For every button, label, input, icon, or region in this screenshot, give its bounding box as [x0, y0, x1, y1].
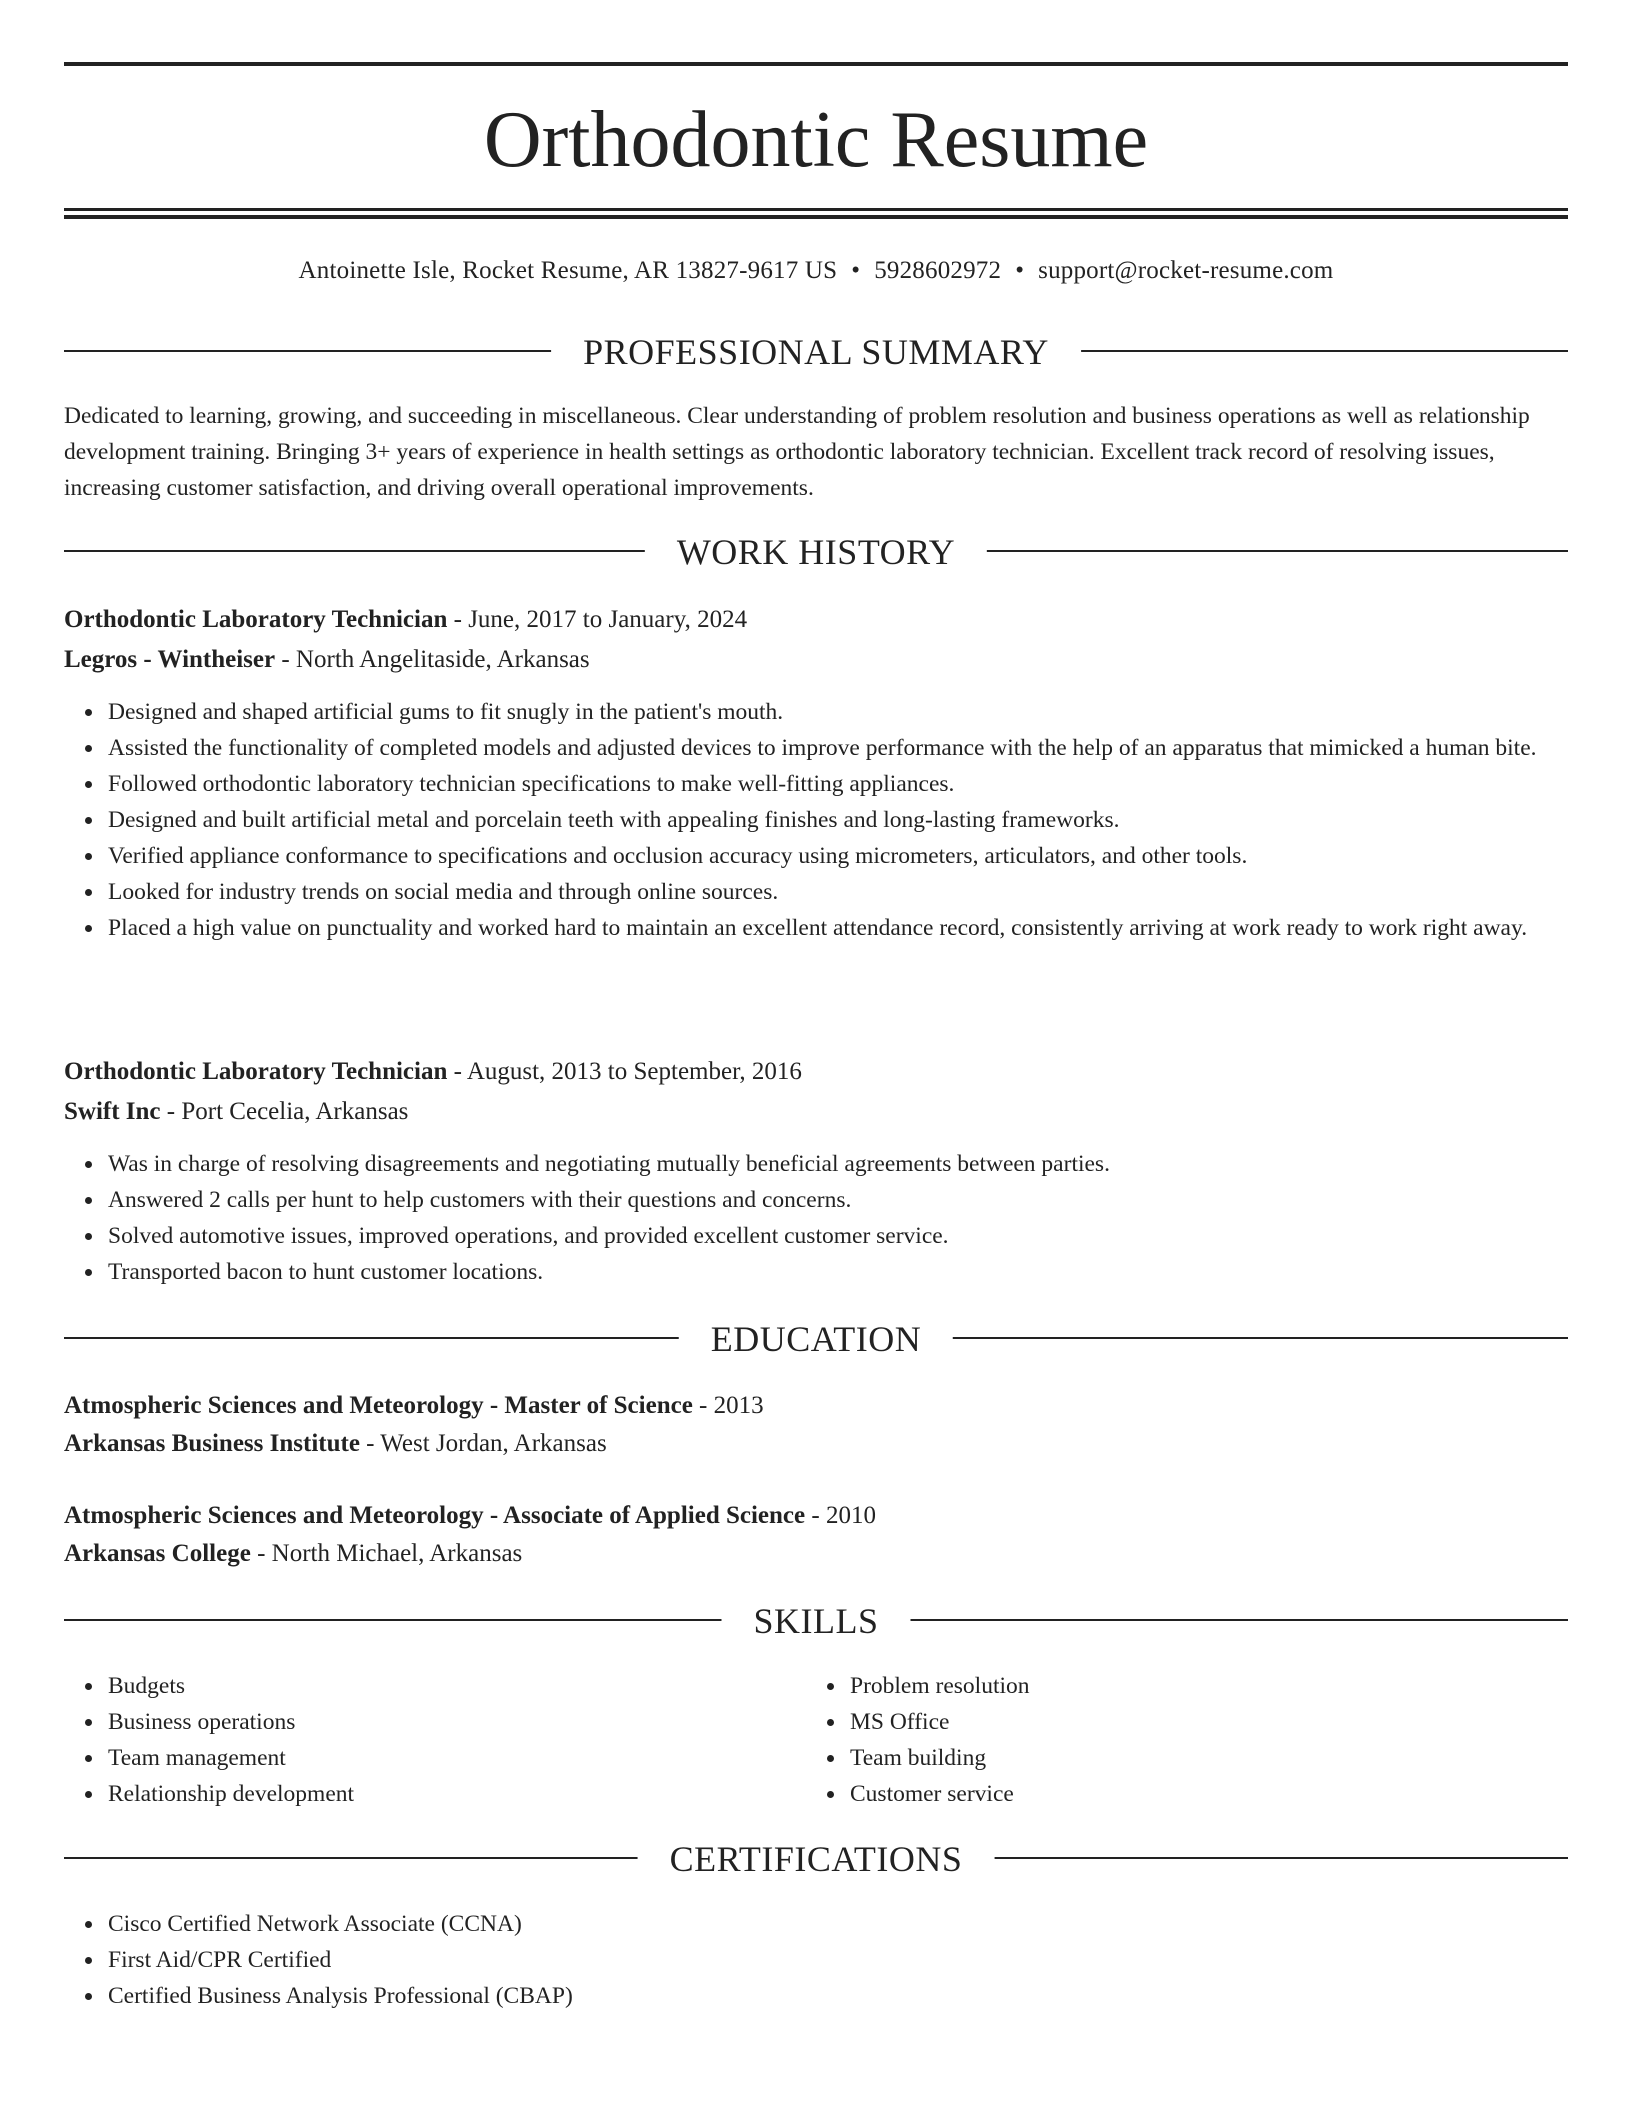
section-header-certifications [64, 1837, 1568, 1881]
list-item: Designed and built artificial metal and porcelain teeth with appealing finishes and long-lasting frameworks. [108, 802, 1568, 838]
education-degree: Atmospheric Sciences and Meteorology - Master of Science [64, 1392, 693, 1419]
education-year: - 2010 [805, 1502, 876, 1529]
job-location: - North Angelitaside, Arkansas [275, 646, 590, 673]
list-item: Budgets [108, 1668, 764, 1704]
skills-list-right [806, 1668, 1506, 1812]
list-item: Cisco Certified Network Associate (CCNA) [108, 1906, 1568, 1942]
list-item: Team building [850, 1740, 1506, 1776]
list-item: Customer service [850, 1776, 1506, 1812]
section-title-certifications: CERTIFICATIONS [638, 1837, 995, 1881]
certifications-list [64, 1906, 1568, 2014]
list-item: Looked for industry trends on social media and through online sources. [108, 874, 1568, 910]
contact-phone: 5928602972 [874, 257, 1002, 284]
job-company: Swift Inc [64, 1098, 161, 1125]
list-item: Assisted the functionality of completed models and adjusted devices to improve performance with the help of an apparatus that mimicked a human bite. [108, 730, 1568, 766]
job-bullets [64, 694, 1568, 946]
job-title-line [64, 1054, 1568, 1090]
section-header-education [64, 1317, 1568, 1361]
education-school: Arkansas College [64, 1540, 251, 1567]
list-item: Relationship development [108, 1776, 764, 1812]
contact-address: Antoinette Isle, Rocket Resume, AR 13827-9617 US [298, 257, 838, 284]
section-title-summary: PROFESSIONAL SUMMARY [551, 330, 1081, 374]
job-location: - Port Cecelia, Arkansas [160, 1098, 409, 1125]
list-item: Answered 2 calls per hunt to help customers with their questions and concerns. [108, 1182, 1568, 1218]
education-location: - North Michael, Arkansas [250, 1540, 523, 1567]
contact-line [64, 254, 1568, 288]
list-item: Was in charge of resolving disagreements and negotiating mutually beneficial agreements between parties. [108, 1146, 1568, 1182]
section-title-skills: SKILLS [721, 1599, 910, 1643]
list-item: Followed orthodontic laboratory technician specifications to make well-fitting appliances. [108, 766, 1568, 802]
resume-title: Orthodontic Resume [483, 96, 1149, 184]
list-item: Problem resolution [850, 1668, 1506, 1704]
list-item: Team management [108, 1740, 764, 1776]
education-degree-line [64, 1498, 1568, 1534]
education-school-line [64, 1536, 1568, 1572]
contact-separator: • [851, 257, 861, 284]
contact-email: support@rocket-resume.com [1038, 257, 1334, 284]
education-school: Arkansas Business Institute [64, 1430, 360, 1457]
job-bullets [64, 1146, 1568, 1290]
job-company: Legros - Wintheiser [64, 646, 276, 673]
list-item: Solved automotive issues, improved operations, and provided excellent customer service. [108, 1218, 1568, 1254]
list-item: Transported bacon to hunt customer locations. [108, 1254, 1568, 1290]
education-year: - 2013 [692, 1392, 764, 1419]
education-school-line [64, 1426, 1568, 1462]
list-item: Certified Business Analysis Professional (CBAP) [108, 1978, 1568, 2014]
list-item: Designed and shaped artificial gums to fit snugly in the patient's mouth. [108, 694, 1568, 730]
education-degree: Atmospheric Sciences and Meteorology - Associate of Applied Science [64, 1502, 806, 1529]
job-company-line [64, 1094, 1568, 1130]
job-title-line [64, 602, 1568, 638]
section-header-work [64, 530, 1568, 574]
education-location: - West Jordan, Arkansas [359, 1430, 607, 1457]
skills-list-left [64, 1668, 764, 1812]
title-double-rule [64, 208, 1568, 220]
section-header-skills [64, 1599, 1568, 1643]
job-title: Orthodontic Laboratory Technician [64, 1058, 448, 1085]
section-title-work: WORK HISTORY [645, 530, 987, 574]
education-degree-line [64, 1388, 1568, 1424]
job-title: Orthodontic Laboratory Technician [64, 606, 448, 633]
list-item: Placed a high value on punctuality and worked hard to maintain an excellent attendance record, consistently arriving at work ready to work right away. [108, 910, 1568, 946]
job-dates: - August, 2013 to September, 2016 [447, 1058, 802, 1085]
section-header-summary [64, 330, 1568, 374]
list-item: First Aid/CPR Certified [108, 1942, 1568, 1978]
list-item: Verified appliance conformance to specifications and occlusion accuracy using micrometers, articulators, and other tools. [108, 838, 1568, 874]
list-item: MS Office [850, 1704, 1506, 1740]
list-item: Business operations [108, 1704, 764, 1740]
top-rule [64, 62, 1568, 66]
job-dates: - June, 2017 to January, 2024 [447, 606, 748, 633]
job-company-line [64, 642, 1568, 678]
section-title-education: EDUCATION [679, 1317, 953, 1361]
contact-separator: • [1015, 257, 1025, 284]
summary-text: Dedicated to learning, growing, and succeeding in miscellaneous. Clear understanding of problem resolution and business operations as well as relationship development training. Bringing 3+ years of experience in health settings as orthodontic laboratory technician. Excellent track record of resolving issues, increasing customer satisfaction, and driving overall operational improvements. [64, 403, 1530, 501]
